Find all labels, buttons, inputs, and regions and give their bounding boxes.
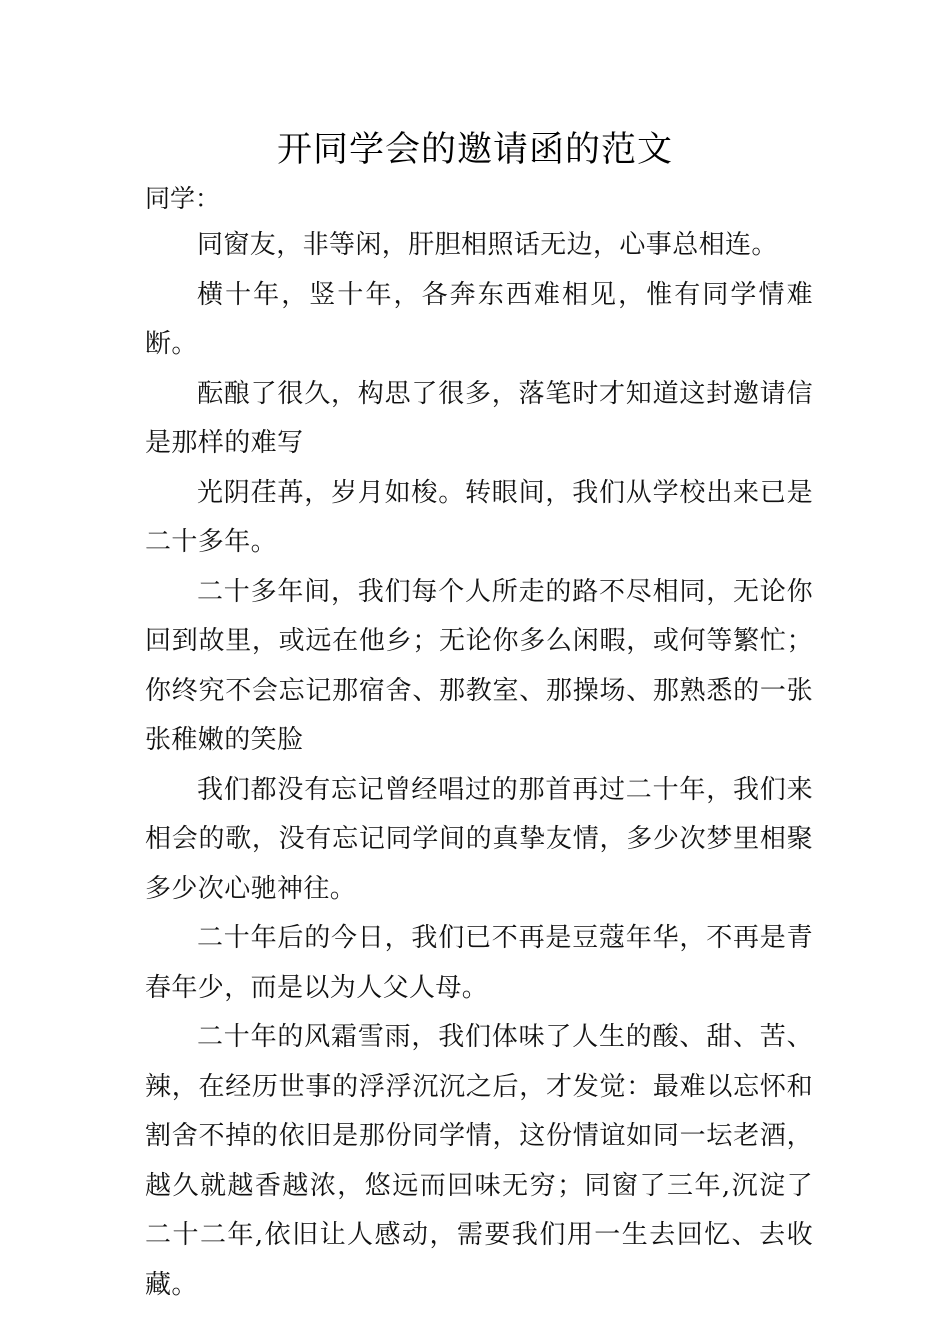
paragraph-3: 酝酿了很久，构思了很多，落笔时才知道这封邀请信是那样的难写 — [145, 378, 813, 458]
salutation: 同学： — [145, 184, 221, 213]
paragraph-2: 横十年，竖十年，各奔东西难相见，惟有同学情难断。 — [145, 279, 813, 359]
letter-body — [145, 221, 813, 1310]
paragraph-8: 二十年的风霜雪雨，我们体味了人生的酸、甜、苦、辣，在经历世事的浮浮沉沉之后，才发觉：最难以忘怀和割舍不掉的依旧是那份同学情，这份情谊如同一坛老酒，越久就越香越浓，悠远而回味无穷；同窗了三年,沉淀了二十二年,依旧让人感动，需要我们用一生去回忆、去收藏。 — [145, 1022, 813, 1300]
paragraph-1: 同窗友，非等闲，肝胆相照话无边，心事总相连。 — [197, 230, 778, 260]
paragraph-5: 二十多年间，我们每个人所走的路不尽相同，无论你回到故里，或远在他乡；无论你多么闲暇，或何等繁忙；你终究不会忘记那宿舍、那教室、那操场、那熟悉的一张张稚嫩的笑脸 — [145, 576, 813, 755]
paragraph-4: 光阴荏苒，岁月如梭。转眼间，我们从学校出来已是二十多年。 — [145, 477, 813, 557]
paragraph-6: 我们都没有忘记曾经唱过的那首再过二十年，我们来相会的歌，没有忘记同学间的真挚友情，多少次梦里相聚多少次心驰神往。 — [145, 774, 813, 904]
document-title: 开同学会的邀请函的范文 — [276, 130, 673, 170]
paragraph-7: 二十年后的今日，我们已不再是豆蔻年华，不再是青春年少，而是以为人父人母。 — [145, 923, 813, 1003]
